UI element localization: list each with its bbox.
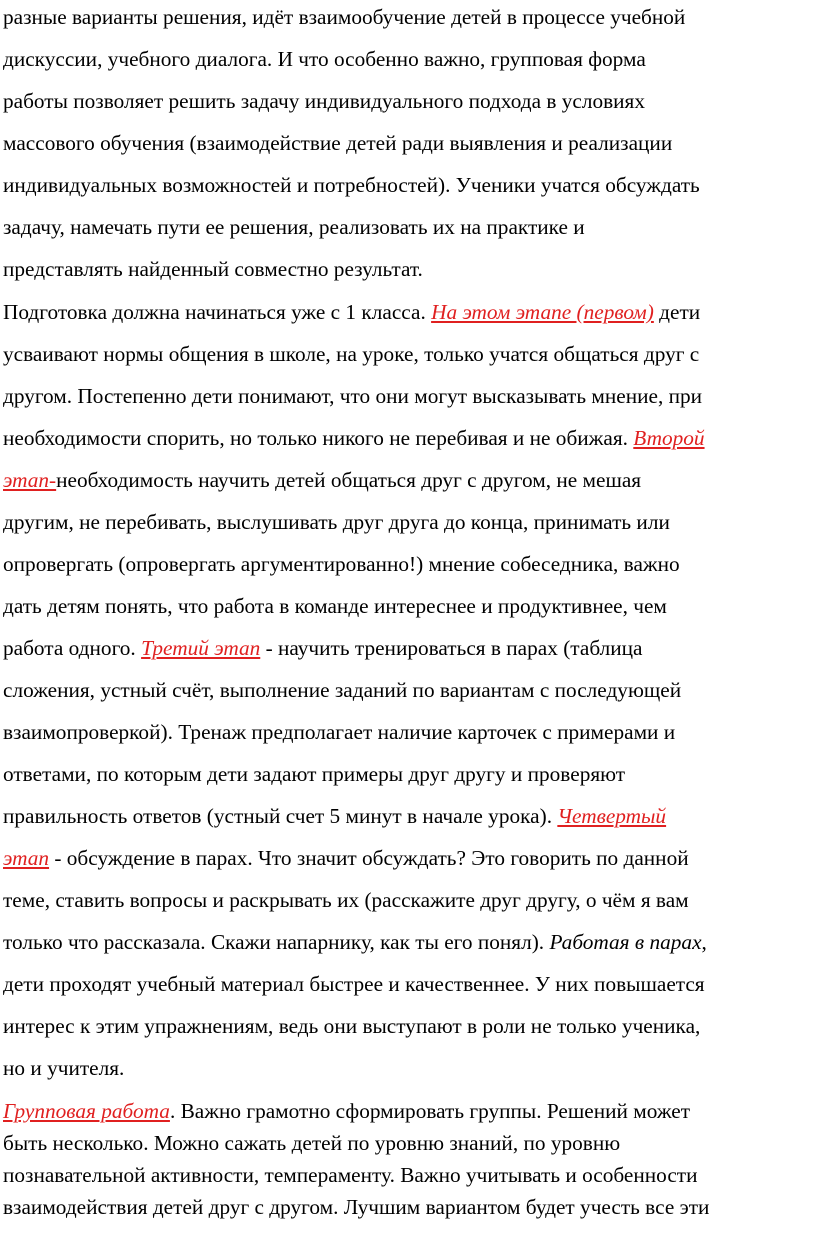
- highlighted-term: этап: [3, 846, 50, 870]
- italic-term: Работая в парах: [549, 930, 702, 954]
- text-segment: задачу, намечать пути ее решения, реализовать их на практике и: [3, 215, 585, 239]
- text-segment: интерес к этим упражнениям, ведь они выступают в роли не только ученика,: [3, 1014, 701, 1038]
- text-segment: взаимопроверкой). Тренаж предполагает наличие карточек с примерами и: [3, 720, 676, 744]
- text-line: [3, 803, 666, 829]
- text-line: [3, 467, 641, 493]
- text-segment: работы позволяет решить задачу индивидуального подхода в условиях: [3, 89, 646, 113]
- text-segment: необходимости спорить, но только никого не перебивая и не обижая.: [3, 426, 634, 450]
- highlighted-term: Третий этап: [141, 636, 261, 660]
- text-line: [3, 509, 670, 535]
- text-segment: . Важно грамотно сформировать группы. Решений может: [169, 1099, 691, 1123]
- text-line: [3, 1130, 620, 1156]
- text-line: [3, 845, 689, 871]
- text-segment: опровергать (опровергать аргументированно!) мнение собеседника, важно: [3, 552, 680, 576]
- text-segment: дать детям понять, что работа в команде интереснее и продуктивнее, чем: [3, 594, 667, 618]
- text-segment: правильность ответов (устный счет 5 минут в начале урока).: [3, 804, 558, 828]
- text-line: [3, 887, 689, 913]
- text-segment: - научить тренироваться в парах (таблица: [260, 636, 643, 660]
- text-segment: ,: [701, 930, 707, 954]
- text-segment: дискуссии, учебного диалога. И что особенно важно, групповая форма: [3, 47, 646, 71]
- highlighted-term: Четвертый: [557, 804, 667, 828]
- text-line: [3, 46, 646, 72]
- text-line: [3, 425, 705, 451]
- text-segment: теме, ставить вопросы и раскрывать их (расскажите друг другу, о чём я вам: [3, 888, 689, 912]
- text-segment: быть несколько. Можно сажать детей по уровню знаний, по уровню: [3, 1131, 621, 1155]
- text-line: [3, 1162, 698, 1188]
- text-line: [3, 635, 643, 661]
- text-line: [3, 677, 681, 703]
- text-line: [3, 88, 645, 114]
- text-line: [3, 1055, 124, 1081]
- text-line: [3, 551, 680, 577]
- text-line: [3, 1098, 690, 1124]
- highlighted-term: На этом этапе (первом): [431, 300, 654, 324]
- text-segment: дети проходят учебный материал быстрее и качественнее. У них повышается: [3, 972, 705, 996]
- text-segment: другом. Постепенно дети понимают, что они могут высказывать мнение, при: [3, 384, 703, 408]
- text-segment: представлять найденный совместно результат.: [3, 257, 423, 281]
- highlighted-term: Групповая работа: [3, 1099, 170, 1123]
- text-line: [3, 341, 699, 367]
- text-line: [3, 130, 672, 156]
- text-segment: массового обучения (взаимодействие детей ради выявления и реализации: [3, 131, 673, 155]
- text-line: [3, 256, 423, 282]
- text-segment: сложения, устный счёт, выполнение заданий по вариантам с последующей: [3, 678, 682, 702]
- text-segment: познавательной активности, темпераменту. Важно учитывать и особенности: [3, 1163, 698, 1187]
- text-line: [3, 214, 585, 240]
- text-line: [3, 172, 700, 198]
- highlighted-term: этап-: [3, 468, 57, 492]
- text-line: [3, 383, 702, 409]
- text-segment: ответами, по которым дети задают примеры друг другу и проверяют: [3, 762, 626, 786]
- text-segment: другим, не перебивать, выслушивать друг друга до конца, принимать или: [3, 510, 670, 534]
- text-segment: дети: [653, 300, 701, 324]
- text-line: [3, 719, 675, 745]
- text-segment: усваивают нормы общения в школе, на уроке, только учатся общаться друг с: [3, 342, 700, 366]
- text-segment: но и учителя.: [3, 1056, 125, 1080]
- text-segment: разные варианты решения, идёт взаимообучение детей в процессе учебной: [3, 5, 686, 29]
- text-line: [3, 4, 685, 30]
- text-line: [3, 299, 700, 325]
- text-segment: необходимость научить детей общаться друг с другом, не мешая: [56, 468, 642, 492]
- text-segment: взаимодействия детей друг с другом. Лучшим вариантом будет учесть все эти: [3, 1195, 710, 1219]
- text-segment: работа одного.: [3, 636, 142, 660]
- text-line: [3, 593, 667, 619]
- text-line: [3, 971, 705, 997]
- text-line: [3, 1013, 700, 1039]
- text-line: [3, 929, 707, 955]
- text-line: [3, 761, 625, 787]
- text-segment: только что рассказала. Скажи напарнику, как ты его понял).: [3, 930, 550, 954]
- text-segment: Подготовка должна начинаться уже с 1 класса.: [3, 300, 432, 324]
- text-segment: - обсуждение в парах. Что значит обсуждать? Это говорить по данной: [49, 846, 689, 870]
- highlighted-term: Второй: [633, 426, 705, 450]
- text-segment: индивидуальных возможностей и потребностей). Ученики учатся обсуждать: [3, 173, 700, 197]
- text-line: [3, 1194, 709, 1220]
